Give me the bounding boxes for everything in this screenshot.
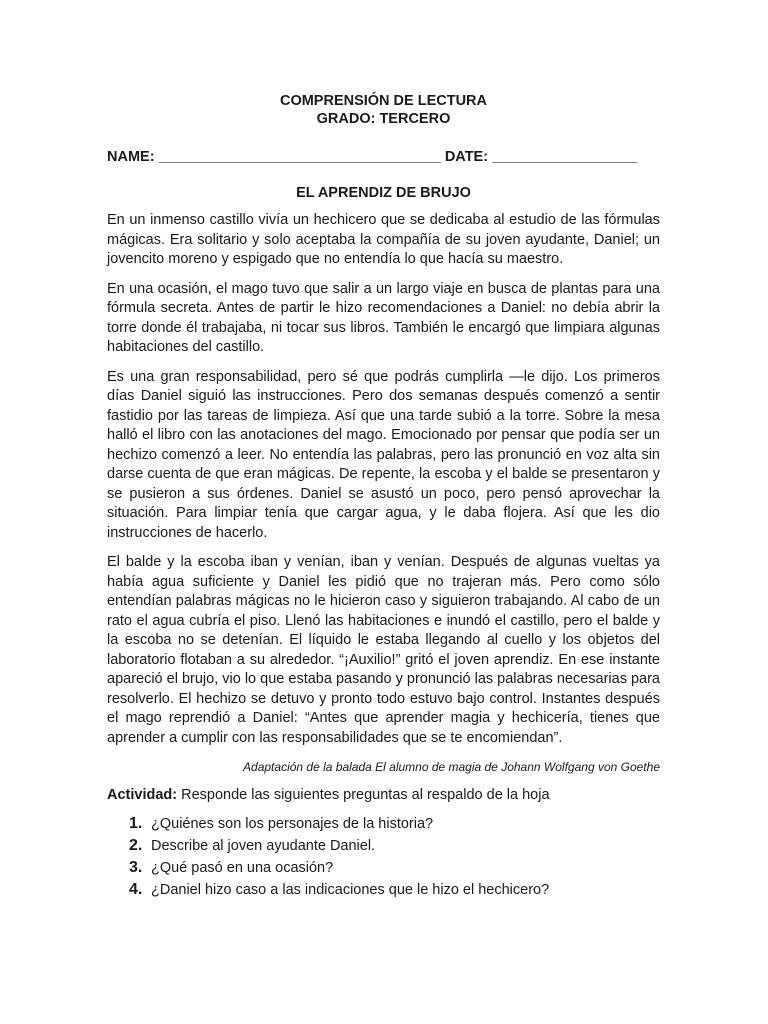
question-text: ¿Qué pasó en una ocasión? xyxy=(151,860,334,876)
worksheet-page xyxy=(107,92,660,901)
question-list xyxy=(107,813,660,901)
name-date-line: NAME: ___________________________________ DATE: __________________ xyxy=(107,149,638,165)
story-paragraph: En un inmenso castillo vivía un hechicero que se dedicaba al estudio de las fórmulas mágicas. Era solitario y solo aceptaba la compañía de su joven ayudante, Daniel; un jovencito moreno y espigado que no entendía lo que hacía su maestro. xyxy=(107,212,660,267)
activity-label: Actividad: xyxy=(107,787,178,803)
question-text: ¿Quiénes son los personajes de la historia? xyxy=(151,816,434,832)
story-paragraph: El balde y la escoba iban y venían, iban y venían. Después de algunas vueltas ya había agua suficiente y Daniel les pidió que no trajeran más. Pero como sólo entendían palabras mágicas no le hicieron caso y siguieron trabajando. Al cabo de un rato el agua cubría el piso. Llenó las habitaciones e inundó el castillo, pero el balde y la escoba no se detenían. El líquido le estaba llegando al cuello y los objetos del laboratorio flotaban a su alrededor. “¡Auxilio!” gritó el joven aprendiz. En ese instante apareció el brujo, vio lo que estaba pasando y pronunció las palabras necesarias para resolverlo. El hechizo se detuvo y pronto todo estuvo bajo control. Instantes después el mago reprendió a Daniel: “Antes que aprender magia y hechicería, tienes que aprender a cumplir con las responsabilidades que se te encomiendan”. xyxy=(107,554,660,746)
activity-instructions xyxy=(107,786,660,805)
source-citation: Adaptación de la balada El alumno de magia de Johann Wolfgang von Goethe xyxy=(243,760,660,774)
question-number: 3. xyxy=(129,859,143,876)
question-item xyxy=(129,835,660,857)
question-text: Describe al joven ayudante Daniel. xyxy=(151,838,376,854)
question-number: 1. xyxy=(129,815,143,832)
question-item xyxy=(129,857,660,879)
question-number: 2. xyxy=(129,837,143,854)
worksheet-header xyxy=(107,92,660,128)
question-item xyxy=(129,813,660,835)
activity-text: Responde las siguientes preguntas al respaldo de la hoja xyxy=(177,787,550,803)
grade-label: GRADO: TERCERO xyxy=(316,111,451,127)
story-title: EL APRENDIZ DE BRUJO xyxy=(296,185,471,201)
question-number: 4. xyxy=(129,881,143,898)
question-text: ¿Daniel hizo caso a las indicaciones que le hizo el hechicero? xyxy=(151,882,550,898)
question-item xyxy=(129,879,660,901)
story-paragraph: En una ocasión, el mago tuvo que salir a un largo viaje en busca de plantas para una fórmula secreta. Antes de partir le hizo recomendaciones a Daniel: no debía abrir la torre donde él trabajaba, ni tocar sus libros. También le encargó que limpiara algunas habitaciones del castillo. xyxy=(107,280,660,355)
worksheet-title: COMPRENSIÓN DE LECTURA xyxy=(279,93,488,109)
story-paragraph: Es una gran responsabilidad, pero sé que podrás cumplirla —le dijo. Los primeros días Daniel siguió las instrucciones. Pero dos semanas después comenzó a sentir fastidio por las tareas de limpieza. Así que una tarde subió a la torre. Sobre la mesa halló el libro con las anotaciones del mago. Emocionado por pensar que podía ser un hechizo comenzó a leer. No entendía las palabras, pero las pronunció en voz alta sin darse cuenta de que eran mágicas. De repente, la escoba y el balde se presentaron y se pusieron a sus órdenes. Daniel se asustó un poco, pero pensó aprovechar la situación. Para limpiar tenía que cargar agua, y le daba flojera. Así que les dio instrucciones de hacerlo. xyxy=(107,368,660,541)
